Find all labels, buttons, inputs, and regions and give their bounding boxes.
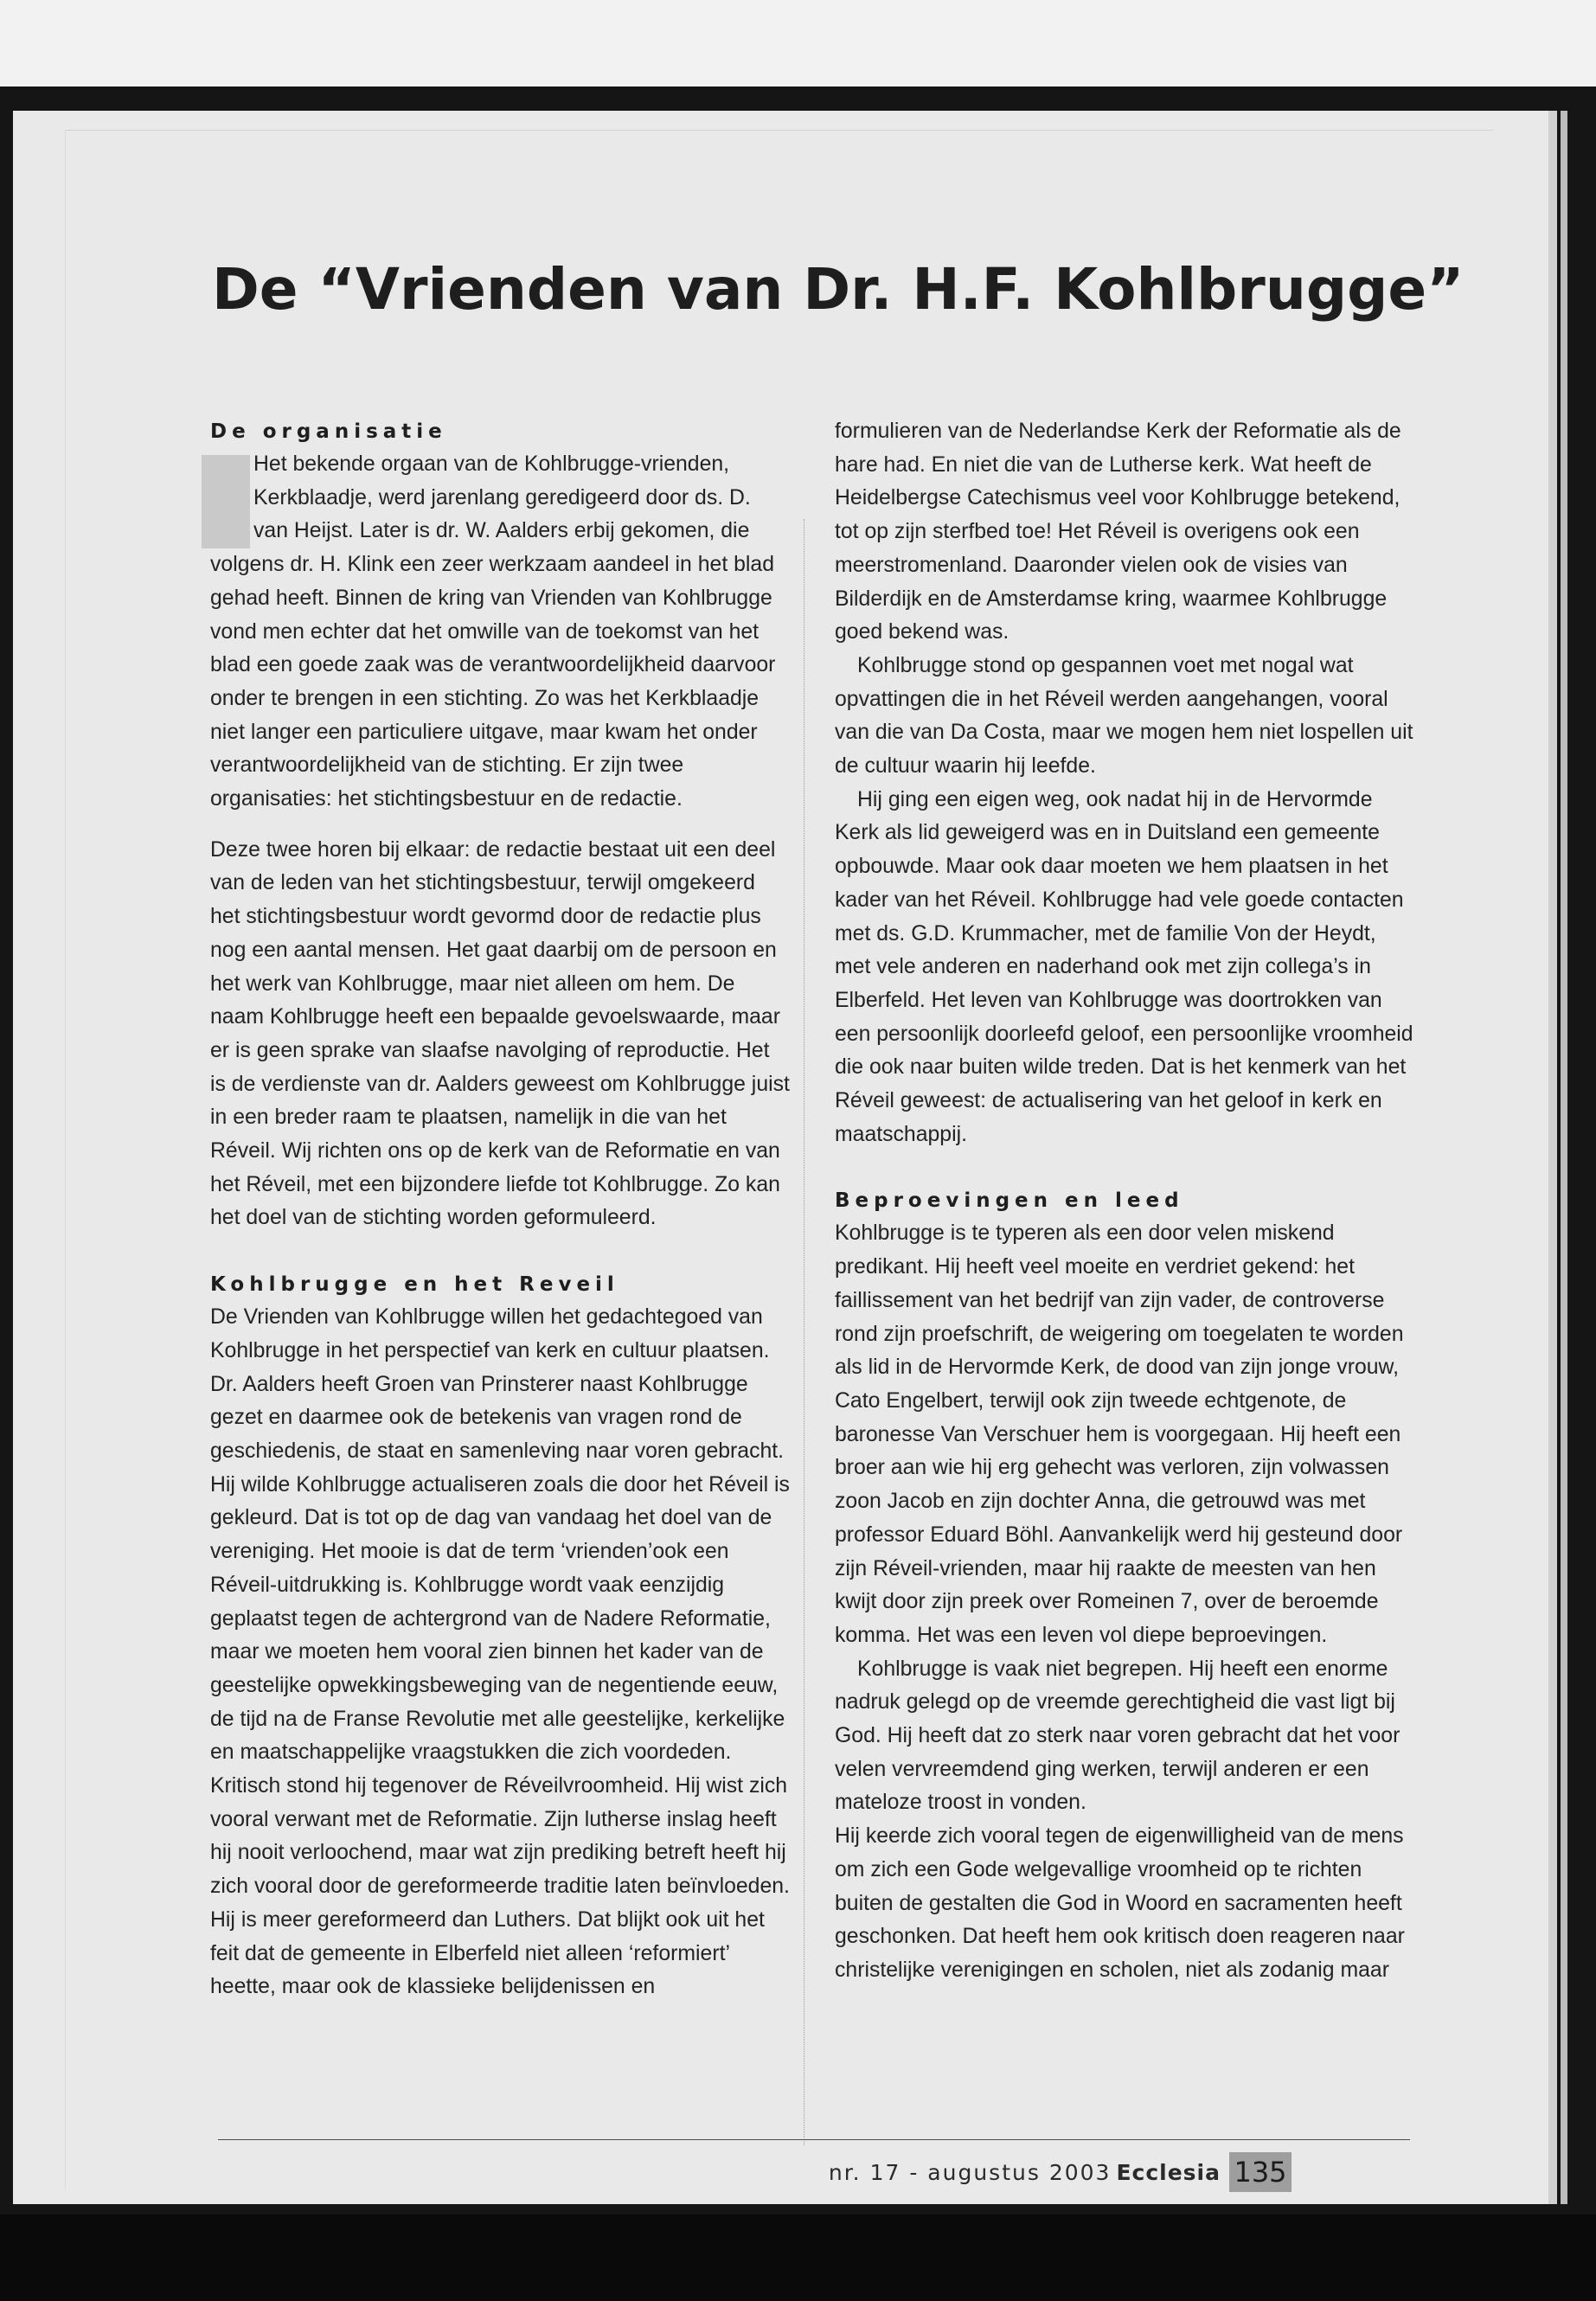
magazine-name: Ecclesia	[1116, 2159, 1221, 2185]
paragraph: Hij ging een eigen weg, ook nadat hij in de Hervormde Kerk als lid geweigerd was en in Duitsland een gemeente opbouwde. Maar ook daar moeten we hem plaatsen in het kader van het Réveil. Kohlbrugge had vele goede contacten met ds. G.D. Krummacher, met de familie Von der Heydt, met vele anderen en naderhand ook met zijn collega’s in Elberfeld. Het leven van Kohlbrugge was doortrokken van een persoonlijk doorleefd geloof, een persoonlijke vroomheid die ook naar buiten wilde treden. Dat is het kenmerk van het Réveil geweest: de actualisering van het geloof in kerk en maatschappij.	[835, 787, 1413, 1146]
paragraph: formulieren van de Nederlandse Kerk der Reformatie als de hare had. En niet die van de Lutherse kerk. Wat heeft de Heidelbergse Catechismus veel voor Kohlbrugge betekend, tot op zijn sterfbed toe! Het Réveil is overigens ook een meerstromenland. Daaronder vielen ook de visies van Bilderdijk en de Amsterdamse kring, waarmee Kohlbrugge goed bekend was.	[835, 420, 1401, 644]
right-column	[835, 415, 1414, 1988]
page-edge	[1548, 111, 1557, 2204]
section-heading-organisatie: De organisatie	[210, 420, 447, 443]
paragraph: Hij keerde zich vooral tegen de eigenwilligheid van de mens om zich een Gode welgevallige vroomheid op te richten buiten de gestalten die God in Woord en sacramenten heeft geschonken. Dat heeft hem ook kritisch doen reageren naar christelijke verenigingen en scholen, niet als zodanig maar	[835, 1824, 1405, 1982]
left-column	[210, 415, 790, 2004]
magazine-page	[13, 111, 1548, 2204]
footer-rule	[218, 2139, 1410, 2140]
section-heading-beproevingen: Beproevingen en leed	[835, 1189, 1184, 1213]
paragraph: Kohlbrugge is te typeren als een door velen miskend predikant. Hij heeft veel moeite en verdriet gekend: het faillissement van het bedrijf van zijn vader, de controverse rond zijn proefschrift, de weigering om toegelaten te worden als lid in de Hervormde Kerk, de dood van zijn jonge vrouw, Cato Engelbert, terwijl ook zijn tweede echtgenote, de baronesse Van Verschuer hem is voorgegaan. Hij heeft een broer aan wie hij erg gehecht was verloren, zijn volwassen zoon Jacob en zijn dochter Anna, die getrouwd was met professor Eduard Böhl. Aanvankelijk werd hij gesteund door zijn Réveil-vrienden, maar hij raakte de meesten van hen kwijt door zijn preek over Romeinen 7, over de beroemde komma. Het was een leven vol diepe beproevingen.	[835, 1221, 1404, 1647]
page-number: 135	[1229, 2152, 1292, 2192]
lead-paragraph	[210, 448, 790, 817]
article-title: De “Vrienden van Dr. H.F. Kohlbrugge”	[212, 256, 1465, 323]
page-edge-shadow	[1561, 111, 1567, 2204]
paragraph: De Vrienden van Kohlbrugge willen het gedachtegoed van Kohlbrugge in het perspectief van kerk en cultuur plaatsen. Dr. Aalders heeft Groen van Prinsterer naast Kohlbrugge gezet en daarmee ook de betekenis van vragen rond de geschiedenis, de staat en samenleving naar voren gebracht. Hij wilde Kohlbrugge actualiseren zoals die door het Réveil is gekleurd. Dat is tot op de dag van vandaag het doel van de vereniging. Het mooie is dat de term ‘vrienden’ook een Réveil-uitdrukking is. Kohlbrugge wordt vaak eenzijdig geplaatst tegen de achtergrond van de Nadere Reformatie, maar we moeten hem vooral zien binnen het kader van de geestelijke opwekkingsbeweging van de negentiende eeuw, de tijd na de Franse Revolutie met alle geestelijke, kerkelijke en maatschappelijke vraagstukken die zich voordeden. Kritisch stond hij tegenover de Réveilvroomheid. Hij wist zich vooral verwant met de Reformatie. Zijn lutherse inslag heeft hij nooit verloochend, maar wat zijn prediking betreft heeft hij zich vooral door de gereformeerde traditie laten beïnvloeden. Hij is meer gereformeerd dan Luthers. Dat blijkt ook uit het feit dat de gemeente in Elberfeld niet alleen ‘reformiert’ heette, maar ook de klassieke belijdenissen en	[210, 1305, 790, 1999]
section-heading-reveil: Kohlbrugge en het Reveil	[210, 1273, 619, 1297]
paragraph: Kohlbrugge is vaak niet begrepen. Hij heeft een enorme nadruk gelegd op de vreemde gerechtigheid die vast ligt bij God. Hij heeft dat zo sterk naar voren gebracht dat het voor velen vervreemdend ging werken, terwijl anderen er een mateloze troost in vonden.	[835, 1657, 1401, 1815]
paragraph: Kohlbrugge stond op gespannen voet met nogal wat opvattingen die in het Réveil werden aangehangen, vooral van die van Da Costa, maar we mogen hem niet lospellen uit de cultuur waarin hij leefde.	[835, 653, 1413, 779]
drop-cap-block	[202, 455, 250, 548]
page-footer	[829, 2152, 1292, 2192]
lead-paragraph-text: Het bekende orgaan van de Kohlbrugge-vrienden, Kerkblaadje, werd jarenlang geredigeerd door ds. D. van Heijst. Later is dr. W. Aalders erbij gekomen, die volgens dr. H. Klink een zeer werkzaam aandeel in het blad gehad heeft. Binnen de kring van Vrienden van Kohlbrugge vond men echter dat het omwille van de toekomst van het blad een goede zaak was de verantwoordelijkheid daarvoor onder te brengen in een stichting. Zo was het Kerkblaadje niet langer een particuliere uitgave, maar kwam het onder verantwoordelijkheid van de stichting. Er zijn twee organisaties: het stichtingsbestuur en de redactie.	[210, 452, 776, 811]
paragraph: Deze twee horen bij elkaar: de redactie bestaat uit een deel van de leden van het stichtingsbestuur, terwijl omgekeerd het stichtingsbestuur wordt gevormd door de redactie plus nog een aantal mensen. Het gaat daarbij om de persoon en het werk van Kohlbrugge, maar niet alleen om hem. De naam Kohlbrugge heeft een bepaalde gevoelswaarde, maar er is geen sprake van slaafse navolging of reproductie. Het is de verdienste van dr. Aalders geweest om Kohlbrugge juist in een breder raam te plaatsen, namelijk in die van het Réveil. Wij richten ons op de kerk van de Reformatie en van het Réveil, met een bijzondere liefde tot Kohlbrugge. Zo kan het doel van de stichting worden geformuleerd.	[210, 837, 790, 1230]
scanner-top-band	[0, 0, 1596, 93]
issue-label: nr. 17 - augustus 2003	[828, 2159, 1112, 2185]
